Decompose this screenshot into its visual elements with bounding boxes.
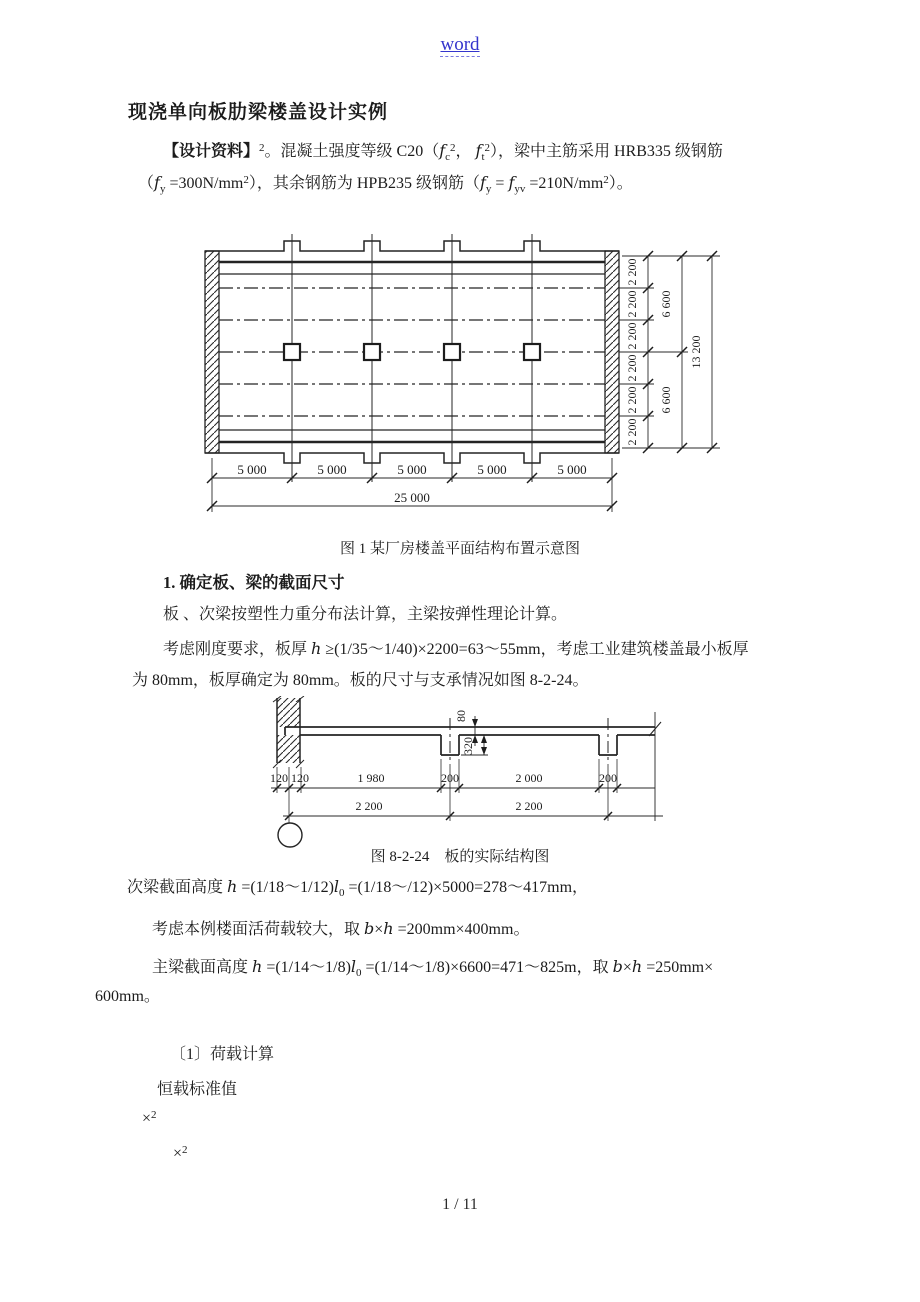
secondary-beam-size-line: 考虑本例楼面活荷载较大，取 b×h =200mm×400mm。 bbox=[152, 919, 530, 938]
plan-full-height-label: 13 200 bbox=[689, 335, 703, 369]
section-dim-labels bbox=[270, 771, 617, 813]
svg-text:5 000: 5 000 bbox=[237, 462, 267, 477]
design-data-line2: $(f_y =300N/mm^2)$，其余钢筋为 HPB235 级钢筋$(f_y = f_{yv} =210N/mm^2)$。 bbox=[138, 173, 633, 195]
times-squared-1: ×$^2$ bbox=[142, 1109, 157, 1127]
plan-bay-dim-labels bbox=[237, 462, 586, 505]
svg-text:2 200: 2 200 bbox=[625, 258, 639, 286]
slab-section-figure bbox=[248, 696, 678, 852]
section-thickness-labels bbox=[454, 710, 475, 755]
plan-total-dim-label: 25 000 bbox=[394, 490, 430, 505]
svg-text:2 200: 2 200 bbox=[515, 799, 543, 813]
slab-thickness-label: 80 bbox=[454, 710, 468, 722]
load-calc-heading: 〔1〕荷载计算 bbox=[170, 1046, 275, 1063]
plan-secondary-beam-axes bbox=[219, 288, 605, 416]
main-beam-height-wrap: 600mm。 bbox=[95, 988, 160, 1005]
svg-text:5 000: 5 000 bbox=[477, 462, 507, 477]
svg-text:200: 200 bbox=[441, 771, 459, 785]
grid-bubble bbox=[278, 823, 302, 847]
paragraph-slab-thickness-line2: 为 80mm，板厚确定为 80mm。板的尺寸与支承情况如图 8-2-24。 bbox=[132, 672, 589, 689]
svg-text:120: 120 bbox=[270, 771, 288, 785]
svg-text:120: 120 bbox=[291, 771, 309, 785]
figure1-caption: 图 1 某厂房楼盖平面结构布置示意图 bbox=[339, 541, 580, 557]
word-link[interactable]: word bbox=[440, 34, 480, 55]
svg-text:2 200: 2 200 bbox=[355, 799, 383, 813]
svg-text:2 200: 2 200 bbox=[625, 386, 639, 414]
paragraph-method: 板 、次梁按塑性力重分布法计算，主梁按弹性理论计算。 bbox=[163, 606, 568, 623]
doc-title: 现浇单向板肋梁楼盖设计实例 bbox=[128, 102, 389, 123]
svg-text:200: 200 bbox=[599, 771, 617, 785]
design-data-line1: 【设计资料】$^2$。混凝土强度等级 $C20(f_c^2$， $f_t^2$），梁中主筋采用 HRB335 级钢筋 bbox=[163, 141, 723, 163]
svg-text:6 600: 6 600 bbox=[659, 290, 673, 318]
svg-text:2 200: 2 200 bbox=[625, 354, 639, 382]
beam-depth-label: 320 bbox=[461, 737, 475, 755]
section-dim-lines bbox=[271, 788, 663, 816]
figure2-caption: 图 8-2-24 板的实际结构图 bbox=[370, 849, 550, 865]
section-heading-1: 1. 确定板、梁的截面尺寸 bbox=[163, 573, 345, 592]
times-squared-2: ×$^2$ bbox=[173, 1144, 188, 1162]
section-dim-ticks bbox=[273, 784, 621, 820]
plan-column-axes bbox=[292, 234, 532, 482]
paragraph-slab-thickness-line1: 考虑刚度要求，板厚 h ≥(1/35～1/40)×2200=63～55mm，考虑工业建筑楼盖最小板厚 bbox=[163, 639, 749, 658]
svg-text:6 600: 6 600 bbox=[659, 386, 673, 414]
svg-text:2 200: 2 200 bbox=[625, 290, 639, 318]
dead-load-label: 恒载标准值 bbox=[157, 1081, 238, 1098]
section-slab-and-beams bbox=[285, 712, 661, 821]
svg-text:5 000: 5 000 bbox=[557, 462, 587, 477]
main-beam-height-line: 主梁截面高度 $h =(1/14\sim 1/8)l_0$ =(1/14～1/8)×6600=471～825m，取 b×h =250mm× bbox=[152, 957, 714, 979]
svg-text:2 000: 2 000 bbox=[515, 771, 543, 785]
svg-text:1 980: 1 980 bbox=[357, 771, 385, 785]
floor-plan-figure bbox=[172, 230, 772, 526]
svg-text:5 000: 5 000 bbox=[397, 462, 427, 477]
secondary-beam-height-line: 次梁截面高度 $h =(1/18\sim 1/12)l_0$ =(1/18～/12)×5000=278～417mm， bbox=[127, 877, 589, 899]
svg-text:2 200: 2 200 bbox=[625, 322, 639, 350]
svg-text:5 000: 5 000 bbox=[317, 462, 347, 477]
svg-text:2 200: 2 200 bbox=[625, 418, 639, 446]
section-dim-ext-lines bbox=[277, 759, 617, 823]
section-wall bbox=[273, 696, 304, 768]
header bbox=[0, 34, 920, 57]
page-number: 1 / 11 bbox=[442, 1196, 478, 1213]
design-data-label: 【设计资料】 bbox=[163, 143, 260, 160]
